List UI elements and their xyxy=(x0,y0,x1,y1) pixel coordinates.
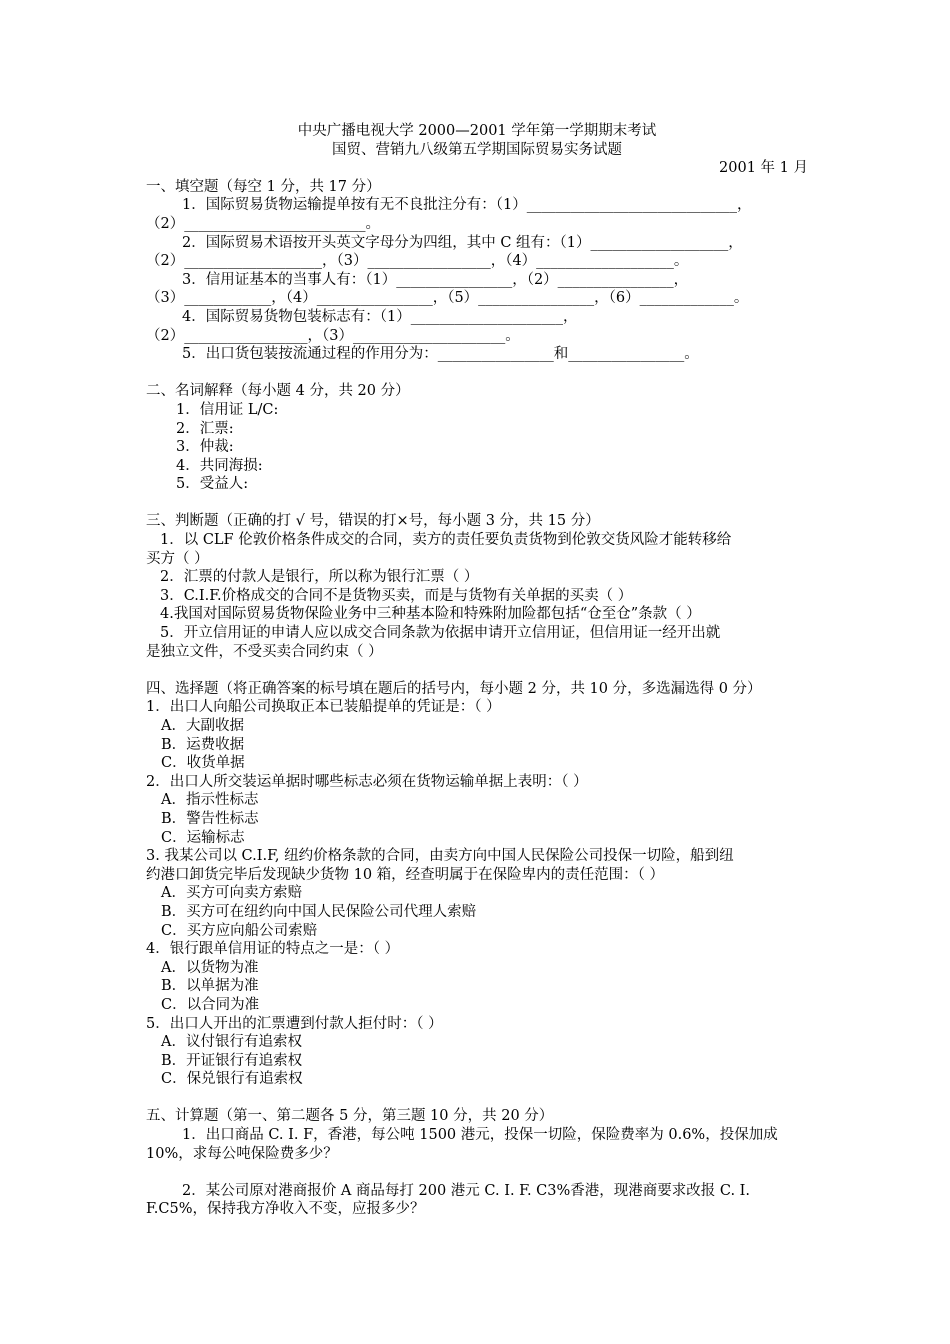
fill-q3-line1: 3．信用证基本的当事人有：（1）________________，（2）________________， xyxy=(182,271,689,288)
fill-q1-line2: （2）_________________________。 xyxy=(146,215,380,232)
judge-q5-line2: 是独立文件，不受买卖合同约束（ ） xyxy=(146,643,383,660)
choice-option: C．买方应向船公司索赔 xyxy=(161,922,318,939)
choice-option: B．警告性标志 xyxy=(161,810,259,827)
calc-q2-line1: 2．某公司原对港商报价 A 商品每打 200 港元 C. I. F. C3%香港，现港商要求改报 C. I. xyxy=(182,1182,751,1199)
section2-heading: 二、名词解释（每小题 4 分，共 20 分） xyxy=(146,383,410,400)
judge-q4: 4.我国对国际贸易货物保险业务中三种基本险和特殊附加险都包括“仓至仓”条款（ ） xyxy=(160,606,701,623)
choice-option: C．保兑银行有追索权 xyxy=(161,1071,303,1088)
judge-q3: 3．C.I.F.价格成交的合同不是货物买卖，而是与货物有关单据的买卖（ ） xyxy=(160,587,633,604)
fill-q4-line2: （2）_________________，（3）_____________________。 xyxy=(146,327,520,344)
section3-heading: 三、判断题（正确的打 √ 号，错误的打×号，每小题 3 分，共 15 分） xyxy=(146,513,600,530)
choice-option: B．以单据为准 xyxy=(161,978,259,995)
section4-heading: 四、选择题（将正确答案的标号填在题后的括号内，每小题 2 分，共 10 分，多选漏选得 0 分） xyxy=(146,680,762,697)
term-item: 5．受益人: xyxy=(176,476,249,493)
term-item: 2．汇票: xyxy=(176,420,234,437)
choice-q1-stem: 1．出口人向船公司换取正本已装船提单的凭证是：（ ） xyxy=(146,699,501,716)
exam-subtitle: 国贸、营销九八级第五学期国际贸易实务试题 xyxy=(332,141,622,158)
exam-title: 中央广播电视大学 2000—2001 学年第一学期期末考试 xyxy=(297,123,657,139)
choice-option: A．大副收据 xyxy=(161,718,244,734)
choice-q5-stem: 5．出口人开出的汇票遭到付款人拒付时：（ ） xyxy=(146,1015,443,1032)
choice-option: C．以合同为准 xyxy=(161,996,260,1013)
fill-q2-line1: 2．国际贸易术语按开头英文字母分为四组，其中 C 组有：（1）___________________， xyxy=(182,234,743,251)
choice-q2-stem: 2．出口人所交装运单据时哪些标志必须在货物运输单据上表明：（ ） xyxy=(146,773,588,790)
section1-heading: 一、填空题（每空 1 分，共 17 分） xyxy=(146,178,381,195)
exam-date: 2001 年 1 月 xyxy=(719,160,808,177)
choice-option: B．买方可在纽约向中国人民保险公司代理人索赔 xyxy=(161,903,477,920)
fill-q3-line2: （3）____________，（4）________________，（5）________________，（6）_____________。 xyxy=(146,290,749,307)
judge-q5-line1: 5．开立信用证的申请人应以成交合同条款为依据申请开立信用证，但信用证一经开出就 xyxy=(160,625,721,642)
choice-q4-stem: 4．银行跟单信用证的特点之一是：（ ） xyxy=(146,941,400,958)
section5-heading: 五、计算题（第一、第二题各 5 分，第三题 10 分，共 20 分） xyxy=(146,1108,554,1125)
exam-page xyxy=(146,122,808,1219)
calc-q2-line2: F.C5%，保持我方净收入不变，应报多少？ xyxy=(146,1201,425,1218)
choice-q3-stem-line1: 3. 我某公司以 C.I.F, 纽约价格条款的合同，由卖方向中国人民保险公司投保一切险，船到纽 xyxy=(146,848,734,865)
choice-option: C．收货单据 xyxy=(161,755,245,772)
choice-option: A．指示性标志 xyxy=(161,792,259,809)
choice-q3-stem-line2: 约港口卸货完毕后发现缺少货物 10 箱，经查明属于在保险卑内的责任范围：（ ） xyxy=(146,866,665,883)
choice-option: B．开证银行有追索权 xyxy=(161,1052,303,1069)
term-item: 4．共同海损: xyxy=(176,457,263,474)
choice-option: A．议付银行有追索权 xyxy=(161,1034,302,1051)
choice-option: A．以货物为准 xyxy=(161,959,259,976)
judge-q1-line1: 1．以 CLF 伦敦价格条件成交的合同，卖方的责任要负责货物到伦敦交货风险才能转移给 xyxy=(160,532,732,549)
fill-q1-line1: 1．国际贸易货物运输提单按有无不良批注分有：（1）_____________________________， xyxy=(182,197,752,214)
calc-q1-line2: 10%，求每公吨保险费多少？ xyxy=(146,1145,338,1162)
calc-q1-line1: 1．出口商品 C. I. F，香港，每公吨 1500 港元，投保一切险，保险费率为 0.6%，投保加成 xyxy=(182,1127,778,1144)
fill-q5-line1: 5．出口货包装按流通过程的作用分为：________________和________________。 xyxy=(182,346,699,363)
choice-option: B．运费收据 xyxy=(161,736,245,753)
fill-q4-line1: 4．国际贸易货物包装标志有：（1）_____________________， xyxy=(182,308,578,325)
choice-option: C．运输标志 xyxy=(161,829,245,846)
term-item: 3．仲裁: xyxy=(176,439,234,456)
judge-q1-line2: 买方（ ） xyxy=(146,550,209,567)
term-item: 1．信用证 L/C: xyxy=(176,401,279,418)
judge-q2: 2．汇票的付款人是银行，所以称为银行汇票（ ） xyxy=(160,569,479,586)
choice-option: A．买方可向卖方索赔 xyxy=(161,885,302,902)
fill-q2-line2: （2）___________________，（3）_________________，（4）___________________。 xyxy=(146,253,689,270)
